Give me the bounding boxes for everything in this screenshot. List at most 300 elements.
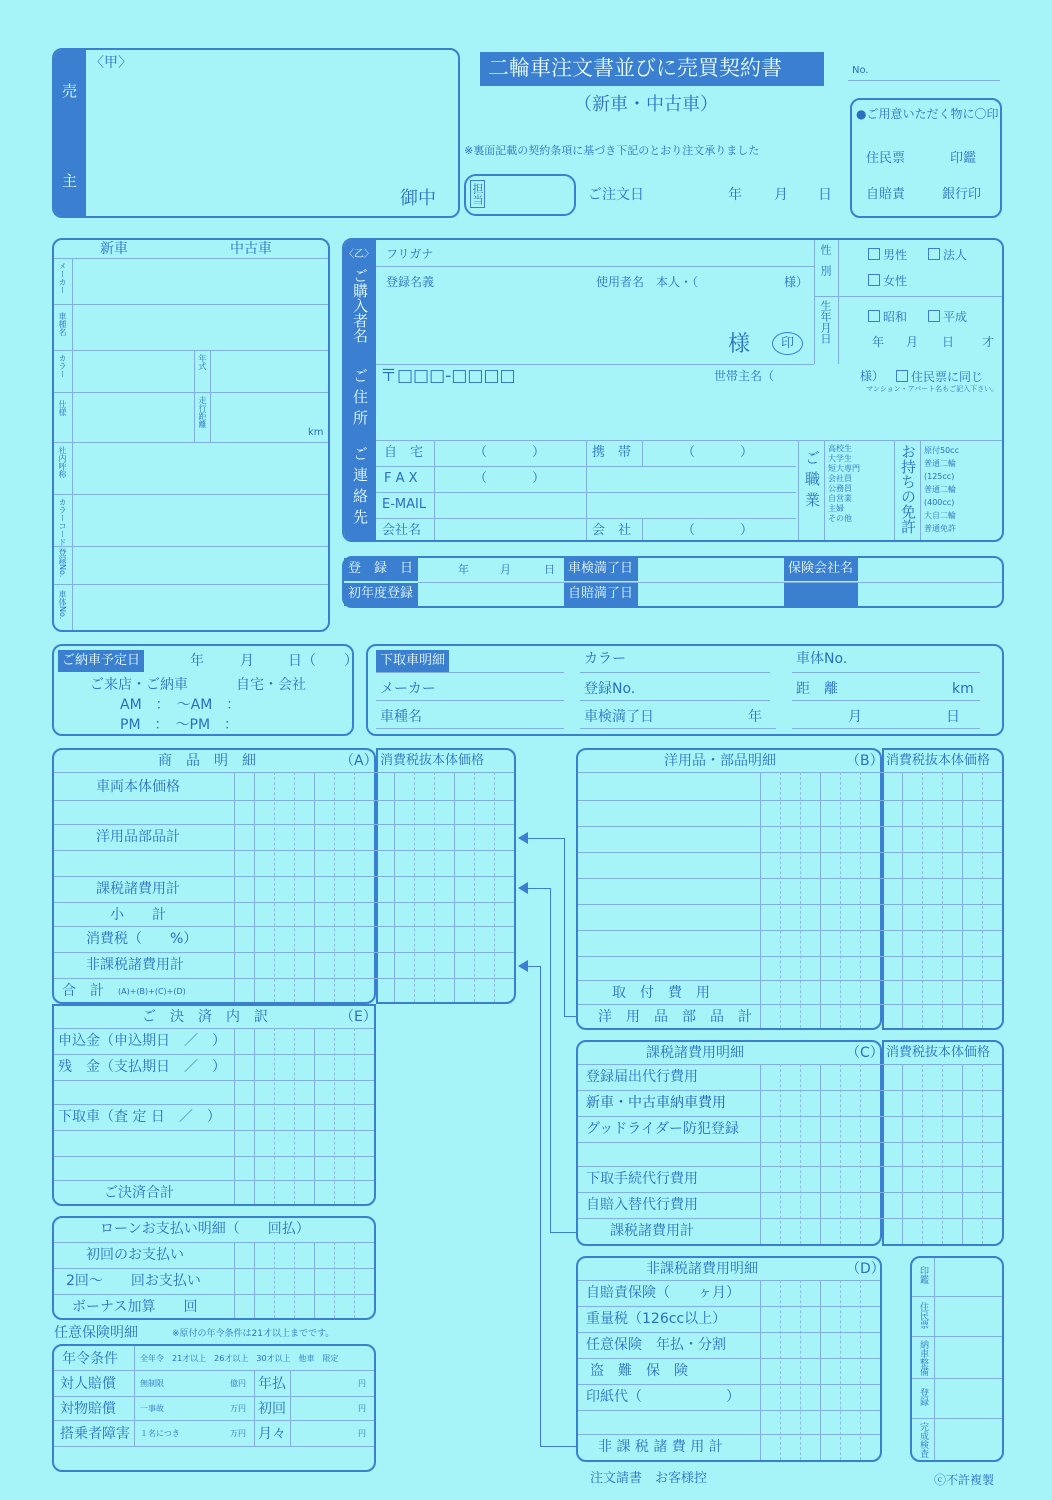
buyer-male[interactable] [868, 248, 907, 261]
section-a-line [474, 772, 475, 1002]
insurance-line [54, 1370, 374, 1371]
seal-check-4[interactable]: 完成検査 [918, 1422, 928, 1458]
section-a-line [414, 772, 415, 1002]
license-list [924, 444, 1000, 535]
order-no-line [848, 80, 1000, 81]
vehicle-line [72, 258, 73, 630]
reg-y: 年 [458, 563, 469, 576]
section-b-line [578, 800, 1002, 801]
section-d-line [820, 1280, 821, 1460]
insurance-line [54, 1396, 374, 1397]
insurance-line [134, 1346, 135, 1446]
occupation-label: ご職業 [803, 450, 821, 513]
section-c-line [578, 1090, 1002, 1091]
vehicle-line [54, 584, 328, 585]
tanto-label: 担当 [470, 180, 485, 208]
vehicle-line [54, 494, 328, 495]
same-resident-checkbox[interactable] [896, 370, 908, 382]
loan-line [334, 1242, 335, 1318]
buyer-address-label: ご住所 [351, 368, 369, 431]
delivery-d: 日（ ） [288, 653, 358, 669]
section-c-title: 課税諸費用明細 [646, 1045, 744, 1061]
occupation-1[interactable]: 大学生 [828, 454, 852, 463]
arrow-line [528, 966, 540, 967]
buyer-line [376, 266, 814, 267]
section-c-line [760, 1064, 761, 1244]
license-1[interactable]: 普通二輪 [924, 459, 956, 468]
section-d-line [578, 1434, 880, 1435]
occupation-7[interactable]: その他 [828, 514, 852, 523]
contact-fax[interactable]: F A X [384, 471, 418, 486]
insurance-row-1-kind: 初回 [258, 1401, 286, 1417]
section-c-line [982, 1064, 983, 1244]
buyer-same-resident[interactable] [896, 370, 983, 383]
section-d-title: 非課税諸費用明細 [646, 1261, 758, 1277]
tradein-d: 日 [946, 709, 960, 725]
seller-kou: 〈甲〉 [90, 55, 132, 71]
section-b-line [578, 852, 1002, 853]
contact-fax-paren-close: ） [532, 471, 546, 486]
occupation-2[interactable]: 短大専門 [828, 464, 860, 473]
buyer-purchaser-label: ご購入者名 [351, 268, 369, 343]
section-c-line [780, 1064, 781, 1244]
section-c-mark: （C） [846, 1045, 884, 1061]
section-e-line [54, 1028, 374, 1029]
prepare-item-resident[interactable]: 住民票 [866, 151, 906, 166]
section-d-line [800, 1280, 801, 1460]
buyer-heisei-label: 平成 [943, 310, 968, 324]
section-b-line [860, 772, 861, 1028]
section-d-voluntary: 任意保険 年払・分割 [586, 1337, 726, 1353]
arrow-line [550, 1232, 578, 1233]
section-e-title: ご 決 済 内 訳 [142, 1009, 268, 1025]
buyer-furigana[interactable]: フリガナ [386, 247, 434, 261]
contact-home[interactable]: 自 宅 [384, 445, 424, 460]
section-c-tax-box [882, 1040, 1004, 1246]
buyer-showa-label: 昭和 [883, 310, 908, 324]
arrow-left-icon [518, 832, 528, 844]
prepare-item-bankseal[interactable]: 銀行印 [942, 187, 982, 202]
contact-mobile[interactable]: 携 帯 [592, 445, 632, 460]
section-a-line [234, 772, 235, 1002]
inspection-end-label: 車検満了日 [564, 558, 638, 581]
vehicle-line [54, 304, 328, 305]
section-a-line [54, 902, 514, 903]
vehicle-header-new[interactable]: 新車 [100, 241, 128, 257]
occupation-0[interactable]: 高校生 [828, 444, 852, 453]
section-e-tradein: 下取車（査 定 日 ／ ） [58, 1109, 221, 1125]
license-6[interactable]: 普通免許 [924, 524, 956, 533]
buyer-gender-label: 性別 [819, 244, 832, 286]
delivery-label: ご納車予定日 [58, 650, 144, 672]
buyer-postal[interactable]: 〒□□□-□□□□ [380, 366, 516, 386]
section-a-line [454, 772, 455, 1002]
arrow-line [550, 888, 551, 1232]
section-b-line [982, 772, 983, 1028]
section-e-deposit: 申込金（申込期日 ／ ） [58, 1033, 226, 1049]
tradein-regno[interactable]: 登録No. [584, 681, 636, 697]
seller-box [52, 48, 460, 218]
section-d-mark: （D） [846, 1261, 885, 1277]
prepare-item-seal[interactable]: 印鑑 [950, 151, 977, 166]
buyer-line [814, 240, 815, 364]
contact-line [586, 440, 587, 540]
section-d-line [860, 1280, 861, 1460]
contact-line [642, 518, 643, 540]
section-a-title: 商 品 明 細 [158, 753, 256, 769]
buyer-corp[interactable] [928, 248, 967, 261]
contact-line [798, 440, 799, 540]
contact-label: ご連絡先 [351, 446, 369, 530]
tradein-y: 年 [748, 709, 762, 725]
insurance-title: 任意保険明細 [54, 1325, 138, 1341]
section-c-goodrider: グッドライダー防犯登録 [586, 1121, 739, 1137]
tradein-km: km [952, 681, 974, 697]
section-c-total: 課税諸費用計 [610, 1223, 694, 1239]
section-b-line [578, 956, 1002, 957]
vehicle-header-used[interactable]: 中古車 [230, 241, 272, 257]
seal-check-3[interactable]: 登録 [918, 1388, 928, 1406]
section-a-line [354, 772, 355, 1002]
loan-line [274, 1242, 275, 1318]
section-c-line [578, 1192, 1002, 1193]
arrow-line [564, 838, 565, 1016]
buyer-female-label: 女性 [883, 274, 908, 288]
section-c-line [800, 1064, 801, 1244]
section-b-line [902, 772, 903, 1028]
section-d-line [760, 1280, 761, 1460]
section-d-line [578, 1306, 880, 1307]
section-a-consumption-tax: 消費税（ %） [86, 931, 198, 947]
insurance-note: ※原付の年令条件は21才以上までです。 [172, 1329, 335, 1339]
delivery-am[interactable]: AM ： ～AM ： [120, 697, 241, 713]
section-a-mark: （A） [340, 753, 378, 769]
insurance-line [254, 1370, 255, 1446]
tradein-model[interactable]: 車種名 [380, 709, 422, 725]
section-b-line [578, 878, 1002, 879]
section-b-line [942, 772, 943, 1028]
corp-checkbox[interactable] [928, 248, 940, 260]
section-b-line [962, 772, 963, 1028]
section-c-line [922, 1064, 923, 1244]
loan-line [234, 1242, 235, 1318]
section-b-line [820, 772, 821, 1028]
tradein-maker[interactable]: メーカー [380, 681, 436, 697]
loan-line [294, 1242, 295, 1318]
buyer-householder[interactable]: 世帯主名（ [714, 369, 775, 383]
seal-check-2[interactable]: 納車整備 [918, 1340, 928, 1376]
section-c-line [578, 1166, 1002, 1167]
section-a-line [254, 772, 255, 1002]
vehicle-line [54, 350, 328, 351]
section-c-line [902, 1064, 903, 1244]
section-a-line [274, 772, 275, 1002]
delivery-visit[interactable]: ご来店・ご納車 [90, 677, 188, 693]
arrow-line [540, 966, 541, 1446]
section-a-line [334, 772, 335, 1002]
order-date-m: 月 [774, 187, 788, 203]
tradein-line [376, 728, 564, 729]
license-5[interactable]: 大自二輪 [924, 511, 956, 520]
license-2: (125cc) [924, 472, 955, 481]
seal-check-line [912, 1418, 1002, 1419]
insurance-line [54, 1420, 374, 1421]
insurance-row-0-kind: 年払 [258, 1376, 286, 1392]
vehicle-row-maker: メーカー [58, 262, 67, 294]
section-c-line [942, 1064, 943, 1244]
prepare-item-cali[interactable]: 自賠責 [866, 187, 906, 202]
section-e-total: ご決済合計 [104, 1185, 174, 1201]
insurance-row-0-yen: 円 [358, 1379, 366, 1388]
section-e-mark: （E） [340, 1009, 377, 1025]
vehicle-row-internal: 社内呼称 [58, 446, 67, 478]
contact-mobile-paren-open: （ [682, 445, 696, 460]
buyer-line [376, 440, 1002, 441]
insurance-row-1-limit: 一事故 [140, 1404, 164, 1413]
same-resident-label: 住民票に同じ [911, 370, 984, 384]
insurer-band [784, 583, 858, 606]
section-d-line [578, 1384, 880, 1385]
buyer-householder-end: 様） [860, 369, 885, 383]
section-b-tax-header: 消費税抜本体価格 [886, 753, 991, 768]
section-a-line [54, 850, 514, 851]
section-b-line [578, 772, 1002, 773]
insurer-label: 保険会社名 [784, 558, 858, 581]
insurance-row-2-kind: 月々 [258, 1426, 286, 1442]
section-b-mark: （B） [846, 753, 884, 769]
form-title-text: 二輪車注文書並びに売買契約書 [488, 56, 782, 80]
loan-second: 2回～ 回お支払い [66, 1273, 201, 1289]
insurance-row-0-limit: 無制限 [140, 1379, 164, 1388]
contact-company[interactable]: 会社名 [382, 523, 422, 538]
tradein-line [580, 728, 776, 729]
section-e-line [54, 1054, 374, 1055]
section-c-line [962, 1064, 963, 1244]
section-a-nontax-fees: 非課税諸費用計 [86, 957, 184, 973]
female-checkbox[interactable] [868, 274, 880, 286]
section-e-line [54, 1156, 374, 1157]
reg-line [418, 582, 1002, 583]
buyer-seal[interactable]: 印 [772, 332, 803, 355]
buyer-male-label: 男性 [883, 248, 908, 262]
delivery-pm[interactable]: PM ： ～PM ： [120, 717, 239, 733]
arrow-line [528, 888, 550, 889]
reg-m: 月 [500, 563, 511, 576]
first-year-label: 初年度登録 [344, 583, 418, 606]
tradein-line [376, 672, 564, 673]
birth-d: 日 [942, 335, 955, 349]
tradein-inspection[interactable]: 車検満了日 [584, 709, 654, 725]
birth-m: 月 [906, 335, 919, 349]
section-d-weight-tax: 重量税（126cc以上） [586, 1311, 727, 1327]
contract-note: ※裏面記載の契約条項に基づき下記のとおり注文承りました [464, 144, 760, 157]
section-a-parts-total: 洋用品部品計 [96, 829, 180, 845]
insurance-row-1-yen: 円 [358, 1404, 366, 1413]
occupation-4[interactable]: 公務員 [828, 484, 852, 493]
order-date-y: 年 [728, 187, 742, 203]
buyer-line [838, 240, 839, 364]
showa-checkbox[interactable] [868, 310, 880, 322]
section-a-line [54, 926, 514, 927]
insurance-age-label: 年令条件 [62, 1351, 118, 1367]
section-e-line [54, 1080, 374, 1081]
prepare-heading: ●ご用意いただく物に〇印 [856, 107, 999, 121]
delivery-y: 年 [190, 653, 204, 669]
order-no-label: No. [852, 65, 869, 76]
license-4: (400cc) [924, 498, 955, 507]
contact-line [824, 440, 825, 540]
insurance-row-0-unit: 億円 [230, 1379, 246, 1388]
section-a-line [54, 824, 514, 825]
vehicle-line [54, 546, 328, 547]
insurance-row-2-label: 搭乗者障害 [60, 1426, 130, 1442]
loan-first: 初回のお支払い [86, 1247, 184, 1263]
section-c-reg-fee: 登録届出代行費用 [586, 1069, 698, 1085]
tradein-line [376, 700, 564, 701]
section-a-line [494, 772, 495, 1002]
occupation-6[interactable]: 主婦 [828, 504, 844, 513]
section-d-line [578, 1358, 880, 1359]
section-a-line [54, 876, 514, 877]
tradein-line [580, 672, 770, 673]
vehicle-box [52, 238, 330, 632]
vehicle-row-colorcode: カラーコード [58, 498, 67, 546]
section-b-line [800, 772, 801, 1028]
section-c-tradein-fee: 下取手続代行費用 [586, 1171, 698, 1187]
vehicle-year-label: 年式 [198, 354, 207, 370]
seal-check-line [912, 1296, 1002, 1297]
section-d-theft: 盗 難 保 険 [590, 1363, 688, 1379]
buyer-user-name[interactable]: 使用者名 本人・（ [596, 275, 699, 289]
vehicle-row-frameno: 車体No. [58, 590, 67, 620]
tradein-color[interactable]: カラー [584, 651, 626, 667]
contact-company-paren-open: （ [682, 523, 696, 538]
section-c-line [860, 1064, 861, 1244]
buyer-reg-name[interactable]: 登録名義 [386, 275, 435, 289]
occupation-3[interactable]: 会社員 [828, 474, 852, 483]
male-checkbox[interactable] [868, 248, 880, 260]
section-a-formula: (A)+(B)+(C)+(D) [118, 987, 186, 996]
section-e-line [54, 1104, 374, 1105]
license-3[interactable]: 普通二輪 [924, 485, 956, 494]
buyer-heisei[interactable] [928, 310, 967, 323]
vehicle-line [210, 350, 211, 442]
section-b-line [578, 1004, 1002, 1005]
seal-check-0[interactable]: 印鑑 [918, 1266, 928, 1284]
contact-company-paren-close: ） [740, 523, 754, 538]
tradein-distance[interactable]: 距 離 [796, 681, 838, 697]
vehicle-row-regno: 登録No. [58, 548, 67, 578]
delivery-place[interactable]: 自宅・会社 [236, 677, 306, 693]
section-b-tax-box [882, 748, 1004, 1030]
buyer-female[interactable] [868, 274, 907, 287]
contact-fax-paren-open: （ [474, 471, 488, 486]
contact-line [920, 440, 921, 540]
contact-mobile-paren-close: ） [740, 445, 754, 460]
section-d-line [578, 1410, 880, 1411]
section-c-line [578, 1142, 1002, 1143]
seal-check-1[interactable]: 住民票 [918, 1302, 928, 1329]
buyer-user-end: 様） [784, 275, 809, 289]
contact-line [642, 440, 643, 466]
section-c-delivery-fee: 新車・中古車納車費用 [586, 1095, 726, 1111]
section-a-line [314, 772, 315, 1002]
license-0[interactable]: 原付50cc [924, 446, 959, 455]
section-a-line [54, 772, 514, 773]
birth-y: 年 [872, 335, 885, 349]
loan-line [354, 1242, 355, 1318]
tradein-frame[interactable]: 車体No. [796, 651, 848, 667]
birth-age: 才 [982, 335, 995, 349]
seal-check-line [934, 1258, 935, 1460]
buyer-showa[interactable] [868, 310, 907, 323]
cali-end-label: 自賠満了日 [564, 583, 638, 606]
buyer-otsu: 〈乙〉 [344, 249, 374, 260]
section-c-line [578, 1064, 1002, 1065]
license-label: お持ちの免許 [899, 444, 917, 534]
insurance-row-0-label: 対人賠償 [60, 1376, 116, 1392]
loan-line [254, 1242, 255, 1318]
section-c-cali-fee: 自賠入替代行費用 [586, 1197, 698, 1213]
insurance-row-1-label: 対物賠償 [60, 1401, 116, 1417]
loan-line [54, 1294, 374, 1295]
buyer-birth-label: 生年月日 [819, 300, 832, 344]
form-subtitle: （新車・中古車） [574, 94, 718, 115]
buyer-sama: 様 [728, 332, 751, 357]
heisei-checkbox[interactable] [928, 310, 940, 322]
contact-email[interactable]: E-MAIL [382, 497, 427, 512]
section-a-line [54, 952, 514, 953]
section-a-subtotal: 小 計 [110, 907, 166, 923]
delivery-m: 月 [240, 653, 254, 669]
section-b-parts-total: 洋 用 品 部 品 計 [598, 1009, 752, 1025]
tradein-line [580, 700, 770, 701]
contact-company-tel[interactable]: 会 社 [592, 523, 632, 538]
order-date-label: ご注文日 [588, 187, 644, 203]
footer-copy: 注文請書 お客様控 [590, 1471, 708, 1486]
section-a-line [394, 772, 395, 1002]
section-a-taxable-fees: 課税諸費用計 [96, 881, 180, 897]
section-a-vehicle-price: 車両本体価格 [96, 779, 180, 795]
arrow-line [528, 838, 564, 839]
occupation-5[interactable]: 自営業 [828, 494, 852, 503]
tradein-line [792, 700, 980, 701]
seal-check-line [912, 1378, 1002, 1379]
section-c-line [578, 1218, 1002, 1219]
loan-line [54, 1268, 374, 1269]
section-d-line [840, 1280, 841, 1460]
footer-copyright: ⓒ不許複製 [934, 1473, 995, 1487]
vehicle-line [194, 350, 195, 442]
vehicle-km: km [308, 427, 324, 438]
section-a-grand-total: 合 計 [62, 983, 104, 999]
section-a-line [294, 772, 295, 1002]
section-d-line [780, 1280, 781, 1460]
vehicle-row-model: 車種名 [58, 312, 67, 336]
section-b-line [780, 772, 781, 1028]
arrow-left-icon [518, 960, 528, 972]
section-b-line [578, 904, 1002, 905]
insurance-line [290, 1370, 291, 1446]
arrow-left-icon [518, 882, 528, 894]
insurance-row-2-limit: １名につき [140, 1429, 180, 1438]
buyer-corp-label: 法人 [943, 248, 968, 262]
seller-band [54, 50, 86, 216]
insurance-ages[interactable]: 全年令 21才以上 26才以上 30才以上 他車 限定 [140, 1354, 339, 1363]
arrow-line [540, 1446, 578, 1447]
section-a-line [54, 800, 514, 801]
insurance-line [54, 1446, 374, 1447]
